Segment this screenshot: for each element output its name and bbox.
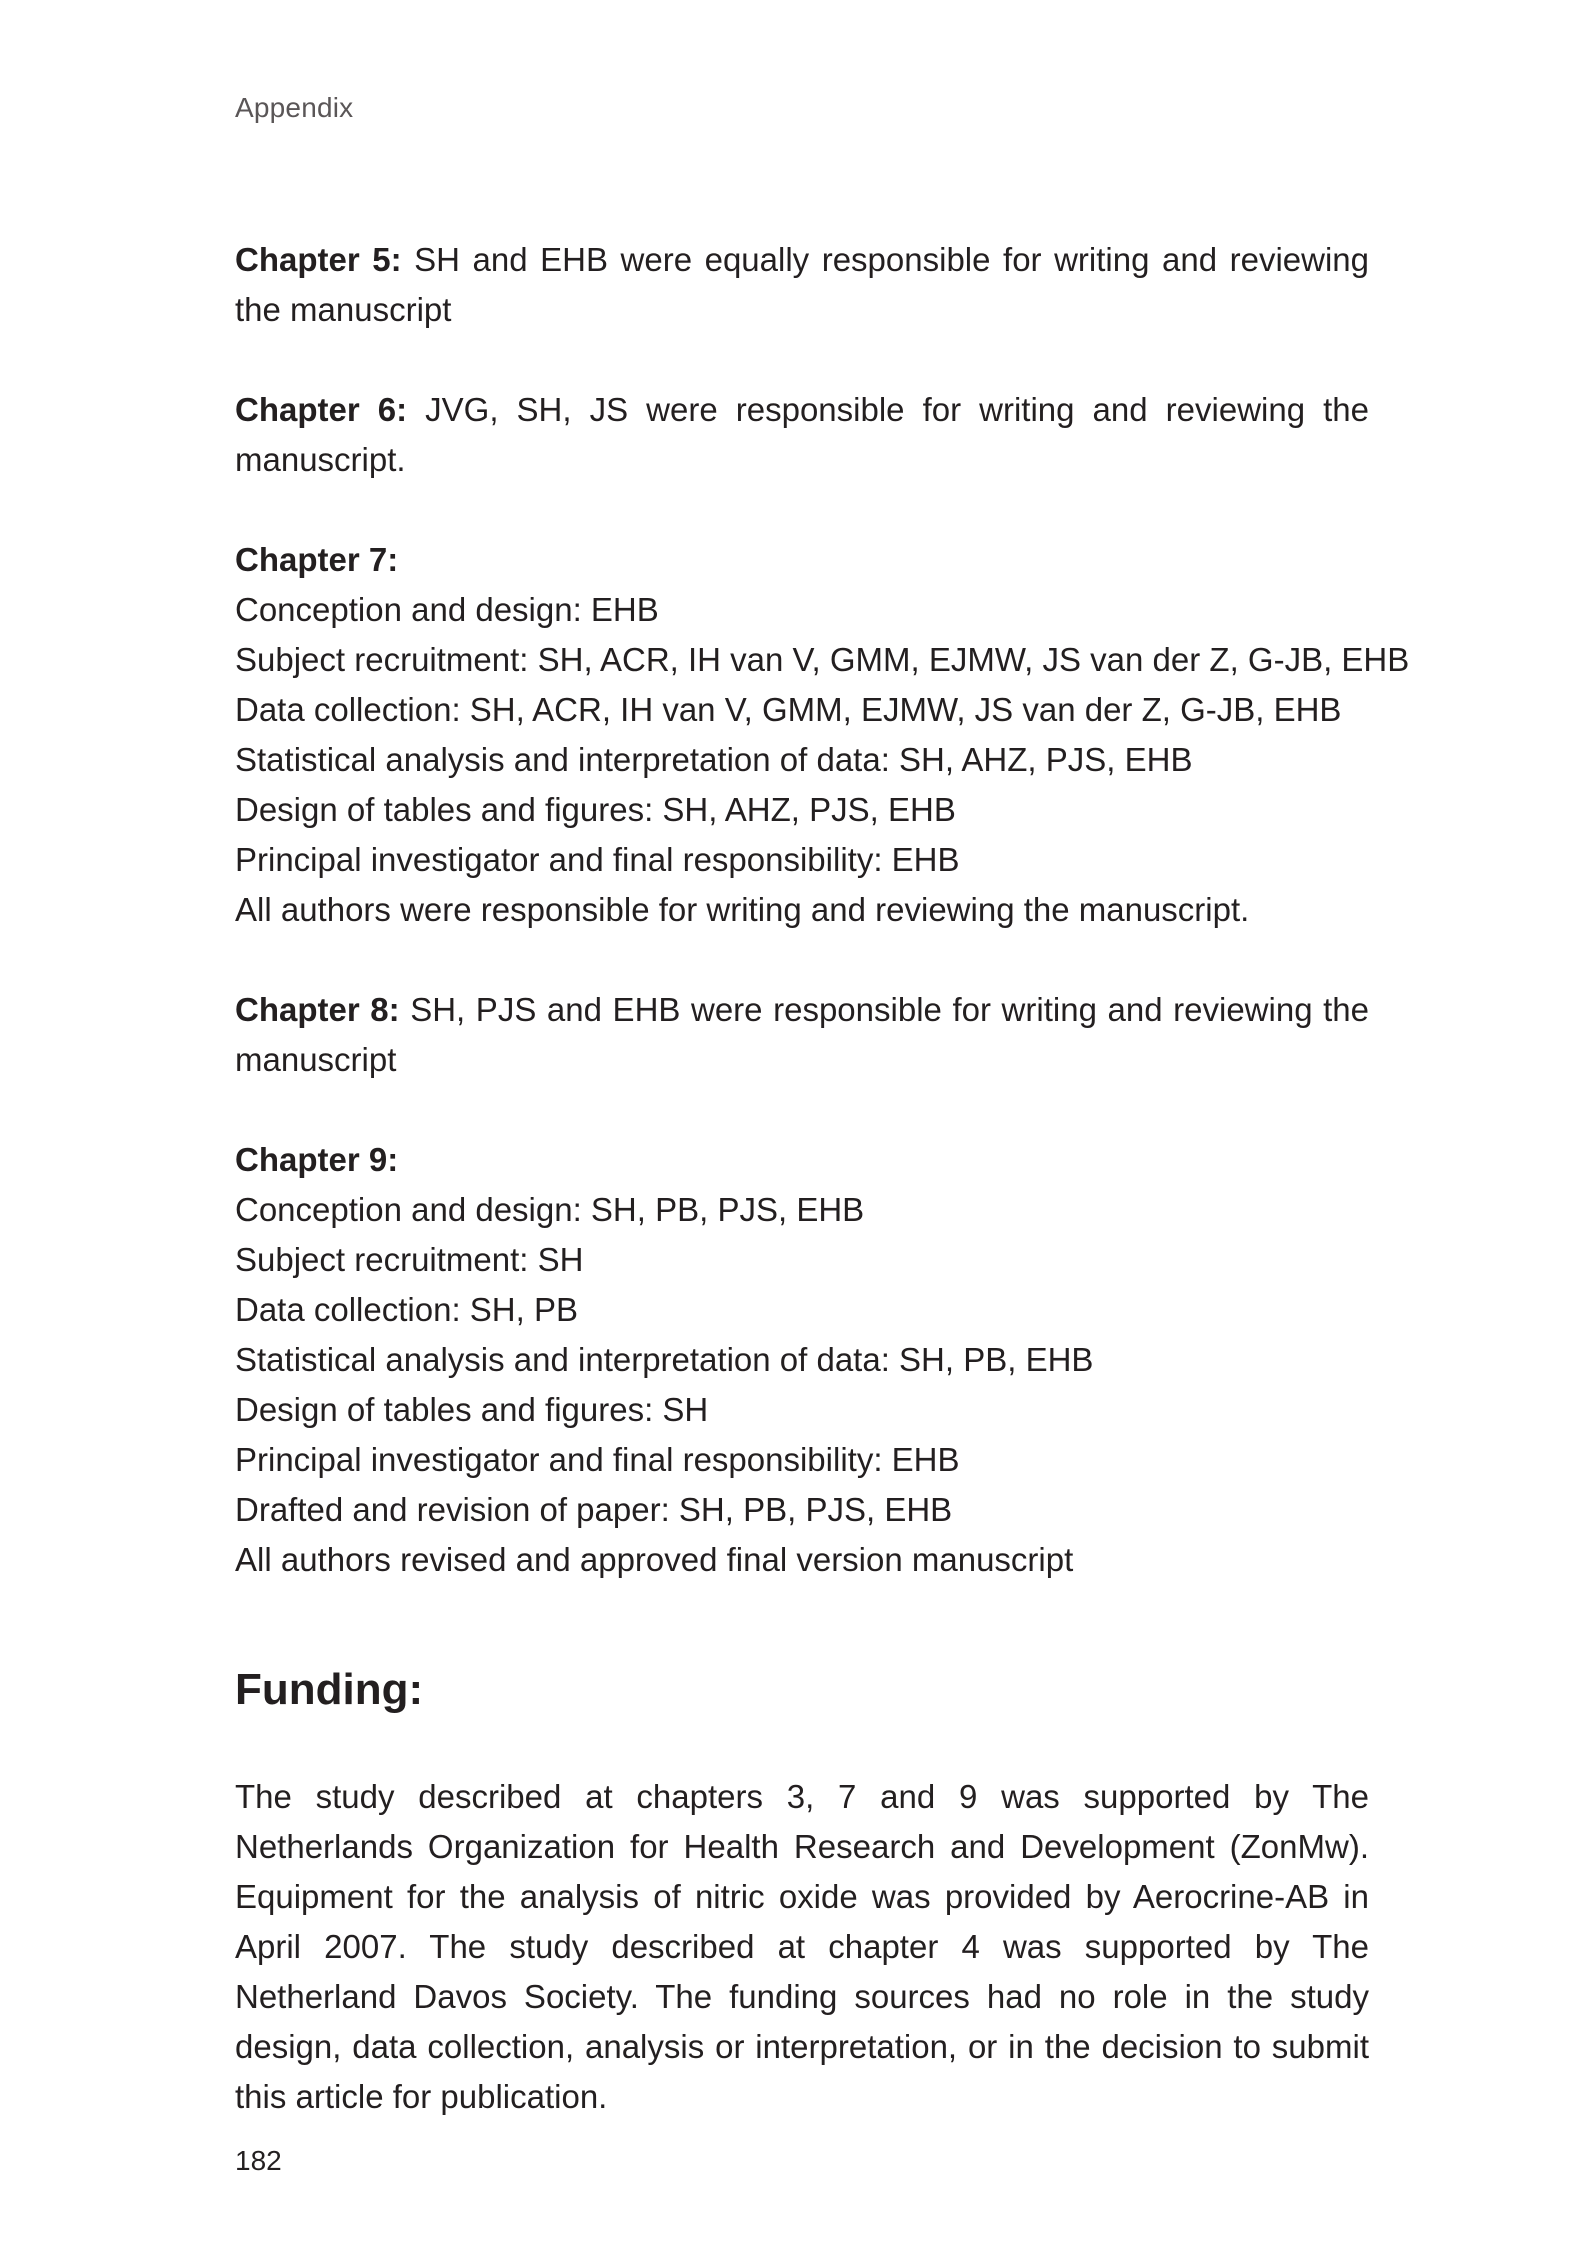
chapter-7-line: Data collection: SH, ACR, IH van V, GMM, EJMW, JS van der Z, G-JB, EHB	[235, 691, 1342, 728]
chapter-5-paragraph	[235, 235, 1369, 335]
chapter-7-label: Chapter 7:	[235, 541, 399, 578]
chapter-7-block	[235, 535, 1410, 935]
funding-paragraph: The study described at chapters 3, 7 and 9 was supported by The Netherlands Organization for Health Research and Development (ZonMw). Equipment for the analysis of nitric oxide was provided by Aerocrine-AB in April 2007. The study described at chapter 4 was supported by The Netherland Davos Society. The funding sources had no role in the study design, data collection, analysis or interpretation, or in the decision to submit this article for publication.	[235, 1778, 1369, 2115]
chapter-7-line: Principal investigator and final responsibility: EHB	[235, 841, 960, 878]
chapter-9-line: Subject recruitment: SH	[235, 1241, 584, 1278]
chapter-7-line: Design of tables and figures: SH, AHZ, PJS, EHB	[235, 791, 956, 828]
page-body	[235, 235, 1410, 2122]
chapter-9-line: Conception and design: SH, PB, PJS, EHB	[235, 1191, 865, 1228]
funding-heading: Funding:	[235, 1665, 424, 1714]
chapter-8-paragraph	[235, 985, 1369, 1085]
chapter-5-label: Chapter 5:	[235, 241, 402, 278]
chapter-6-paragraph	[235, 385, 1369, 485]
chapter-7-line: Subject recruitment: SH, ACR, IH van V, GMM, EJMW, JS van der Z, G-JB, EHB	[235, 641, 1410, 678]
chapter-6-text: JVG, SH, JS were responsible for writing and reviewing the manuscript.	[235, 391, 1369, 478]
chapter-6-label: Chapter 6:	[235, 391, 408, 428]
running-head: Appendix	[235, 92, 354, 123]
chapter-7-line: Statistical analysis and interpretation of data: SH, AHZ, PJS, EHB	[235, 741, 1193, 778]
chapter-9-line: Statistical analysis and interpretation of data: SH, PB, EHB	[235, 1341, 1094, 1378]
chapter-5-text: SH and EHB were equally responsible for writing and reviewing the manuscript	[235, 241, 1369, 328]
chapter-9-label: Chapter 9:	[235, 1141, 399, 1178]
chapter-9-line: Data collection: SH, PB	[235, 1291, 578, 1328]
chapter-9-line: Principal investigator and final responsibility: EHB	[235, 1441, 960, 1478]
chapter-9-line: Drafted and revision of paper: SH, PB, PJS, EHB	[235, 1491, 953, 1528]
chapter-7-line: Conception and design: EHB	[235, 591, 659, 628]
chapter-9-block	[235, 1135, 1369, 1585]
chapter-8-label: Chapter 8:	[235, 991, 400, 1028]
chapter-7-line: All authors were responsible for writing and reviewing the manuscript.	[235, 891, 1250, 928]
chapter-9-line: Design of tables and figures: SH	[235, 1391, 709, 1428]
chapter-8-text: SH, PJS and EHB were responsible for writing and reviewing the manuscript	[235, 991, 1370, 1078]
chapter-9-line: All authors revised and approved final version manuscript	[235, 1541, 1074, 1578]
page-number: 182	[235, 2145, 282, 2176]
